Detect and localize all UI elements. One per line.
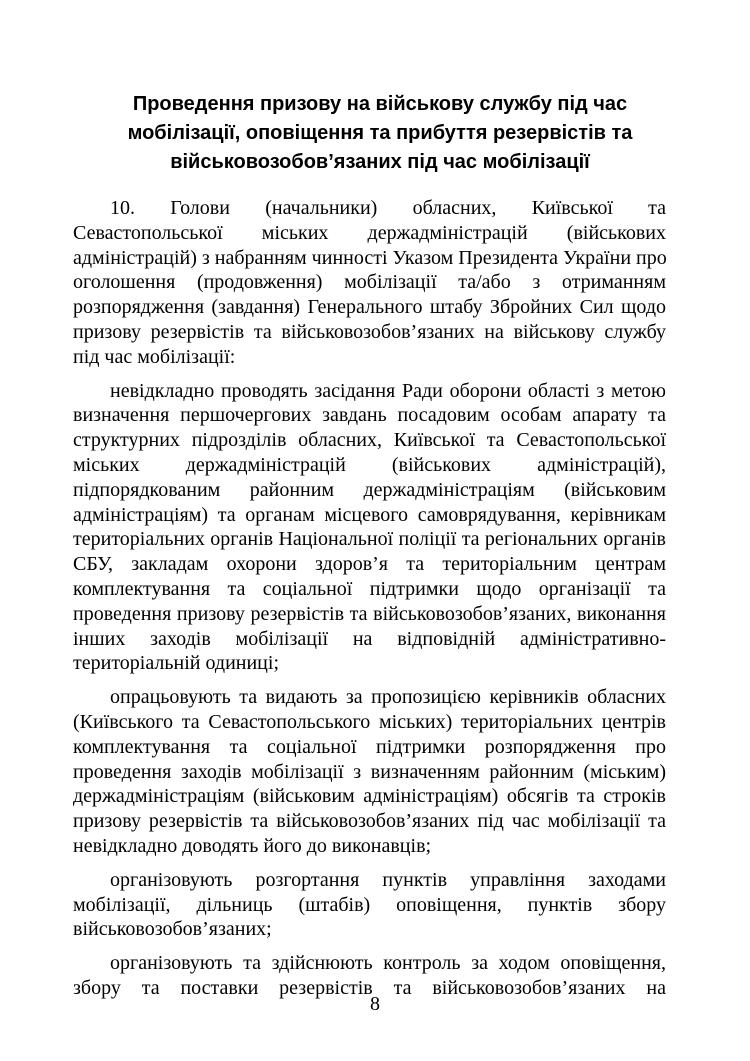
paragraph-line: міських держадміністрацій (військових адміністрацій), (73, 453, 666, 476)
section-heading (100, 90, 660, 177)
paragraph-line: проведення заходів мобілізації з визначенням районним (міським) (73, 760, 666, 783)
paragraph-line: призову резервістів та військовозобов’язаних під час мобілізації та (73, 810, 666, 833)
paragraph (73, 196, 666, 370)
paragraph (73, 868, 666, 942)
paragraph-line: територіальній одиниці; (73, 652, 279, 675)
paragraph-line: територіальних органів Національної поліції та регіональних органів (73, 528, 666, 551)
paragraph-line: опрацьовують та видають за пропозицією керівників обласних (110, 686, 666, 709)
paragraph-line: оголошення (продовження) мобілізації та/або з отриманням (73, 271, 666, 294)
paragraph-line: 10. Голови (начальники) обласних, Київської та (110, 197, 666, 219)
paragraph-line: СБУ, закладам охорони здоров’я та територіальним центрам (73, 553, 666, 576)
paragraph (73, 379, 666, 677)
paragraph-line: адміністрацій) з набранням чинності Указом Президента України про (73, 246, 667, 269)
paragraph-line: адміністраціям) та органам місцевого самоврядування, керівникам (73, 503, 666, 526)
paragraph-line: інших заходів мобілізації на відповідній адміністративно- (73, 627, 666, 650)
paragraph-line: комплектування та соціальної підтримки розпорядження про (73, 735, 666, 758)
document-body (73, 196, 666, 1010)
paragraph-line: призову резервістів та військовозобов’язаних на військову службу (73, 320, 666, 343)
paragraph-line: військовозобов’язаних; (73, 918, 272, 941)
paragraph-line: невідкладно проводять засідання Ради оборони області з метою (110, 379, 666, 402)
paragraph-line: визначення першочергових завдань посадовим особам апарату та (73, 404, 666, 427)
page-number: 8 (370, 993, 380, 1015)
heading-line: військовозобов’язаних під час мобілізації (170, 151, 590, 173)
paragraph-line: комплектування та соціальної підтримки щодо організації та (73, 577, 666, 600)
heading-line: мобілізації, оповіщення та прибуття резервістів та (127, 122, 633, 144)
paragraph-line: підпорядкованим районним держадміністраціям (військовим (73, 478, 666, 501)
paragraph (73, 685, 666, 859)
paragraph-line: невідкладно доводять його до виконавців; (73, 834, 432, 857)
paragraph-line: організовують та здійснюють контроль за ходом оповіщення, (110, 952, 666, 975)
paragraph-line: структурних підрозділів обласних, Київської та Севастопольської (73, 429, 666, 452)
paragraph-line: (Київського та Севастопольського міських) територіальних центрів (73, 710, 666, 733)
paragraph-line: держадміністраціям (військовим адміністраціям) обсягів та строків (73, 785, 666, 808)
paragraph-line: проведення призову резервістів та військовозобов’язаних, виконання (73, 602, 666, 625)
paragraph-line: мобілізації, дільниць (штабів) оповіщення, пунктів збору (73, 893, 666, 916)
heading-line: Проведення призову на військову службу під час (132, 93, 628, 115)
paragraph-line: організовують розгортання пунктів управління заходами (110, 868, 666, 891)
paragraph-line: розпорядження (завдання) Генерального штабу Збройних Сил щодо (73, 296, 666, 319)
paragraph-line: Севастопольської міських держадміністрацій (військових (73, 221, 666, 244)
paragraph-line: під час мобілізації: (73, 345, 236, 368)
paragraph-line: збору та поставки резервістів та військовозобов’язаних на (73, 976, 666, 999)
